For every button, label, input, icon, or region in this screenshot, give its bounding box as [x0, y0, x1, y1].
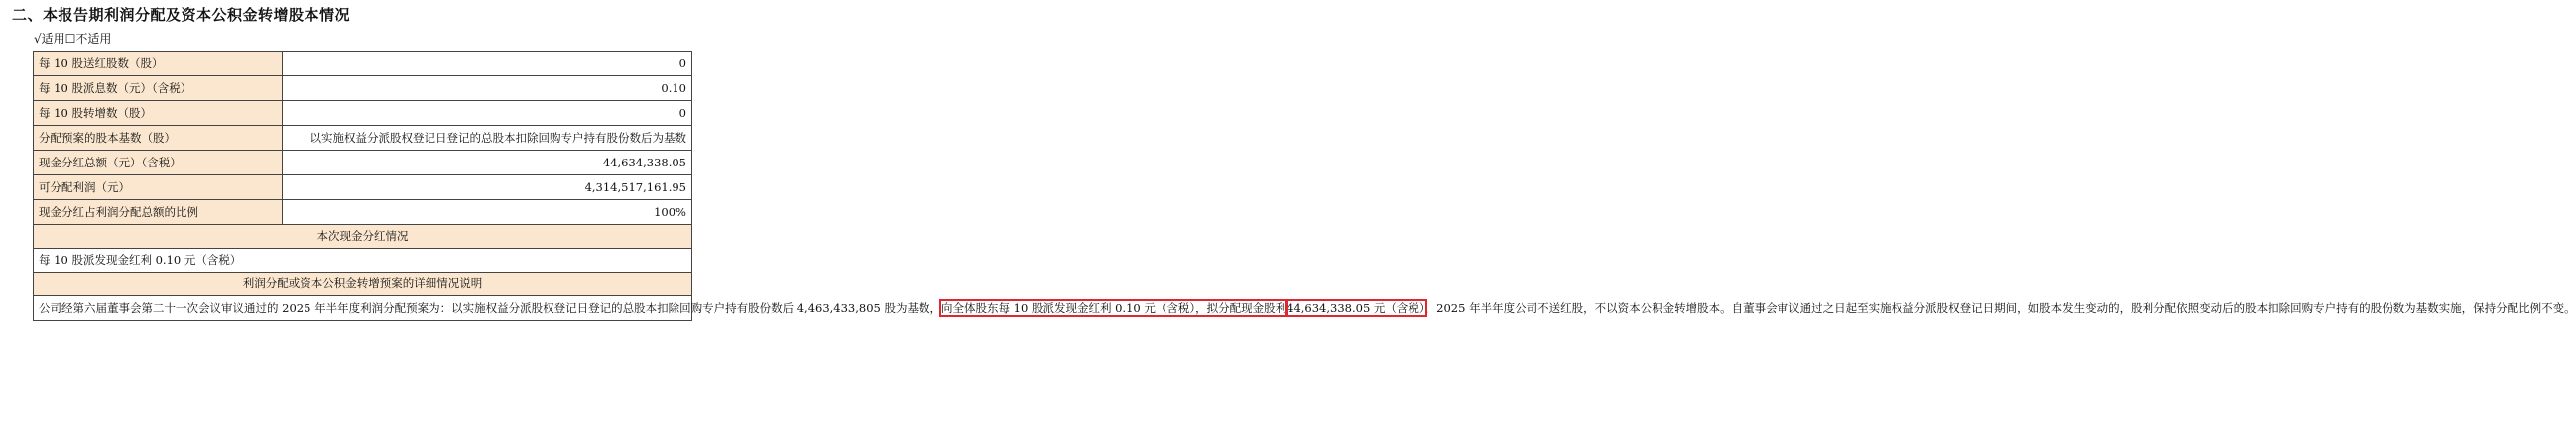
row-value: 以实施权益分派股权登记日登记的总股本扣除回购专户持有股份数后为基数 — [283, 126, 692, 151]
cash-section-title: 本次现金分红情况 — [34, 225, 692, 249]
table-row — [34, 151, 692, 175]
plan-description — [34, 296, 2576, 321]
table-row — [34, 101, 692, 126]
cash-section-body — [34, 249, 692, 273]
highlighted-dividend-text: 向全体股东每 10 股派发现金红利 0.10 元（含税），拟分配现金股利 — [941, 301, 1288, 315]
row-value: 0 — [283, 52, 692, 76]
plan-text-part2: ，2025 年半年度公司不送红股，不以资本公积金转增股本。自董事会审议通过之日起至实施权益分派股权登记日期间，如股本发生变动的，股利分配依照变动后的股本扣除回购专户持有的股份数为基数实施，保持分配比例不变。 — [1424, 301, 2576, 315]
table-row — [34, 52, 692, 76]
table-row — [34, 76, 692, 101]
plan-section-title: 利润分配或资本公积金转增预案的详细情况说明 — [34, 273, 692, 296]
table-row — [34, 200, 692, 225]
cash-section-text: 每 10 股派发现金红利 0.10 元（含税） — [34, 249, 692, 273]
profit-distribution-table — [33, 51, 2576, 321]
row-label: 可分配利润（元） — [34, 175, 283, 200]
row-label: 每 10 股派息数（元）（含税） — [34, 76, 283, 101]
row-value: 44,634,338.05 — [283, 151, 692, 175]
plan-section-header — [34, 273, 692, 296]
highlighted-dividend-amount: 44,634,338.05 元（含税） — [1287, 301, 1425, 315]
section-heading: 二、本报告期利润分配及资本公积金转增股本情况 — [12, 6, 351, 24]
plan-section-body — [34, 296, 692, 321]
row-label: 每 10 股转增数（股） — [34, 101, 283, 126]
row-label: 每 10 股送红股数（股） — [34, 52, 283, 76]
row-label: 分配预案的股本基数（股） — [34, 126, 283, 151]
applicable-indicator: √适用☐不适用 — [34, 32, 112, 46]
row-value: 0 — [283, 101, 692, 126]
row-value: 100% — [283, 200, 692, 225]
plan-text-part1: 公司经第六届董事会第二十一次会议审议通过的 2025 年半年度利润分配预案为：以实施权益分派股权登记日登记的总股本扣除回购专户持有股份数后 4,463,433,805 股为基数， — [39, 301, 942, 315]
row-value: 4,314,517,161.95 — [283, 175, 692, 200]
cash-section-header — [34, 225, 692, 249]
row-value: 0.10 — [283, 76, 692, 101]
table-row — [34, 175, 692, 200]
table-row — [34, 126, 692, 151]
row-label: 现金分红占利润分配总额的比例 — [34, 200, 283, 225]
row-label: 现金分红总额（元）（含税） — [34, 151, 283, 175]
